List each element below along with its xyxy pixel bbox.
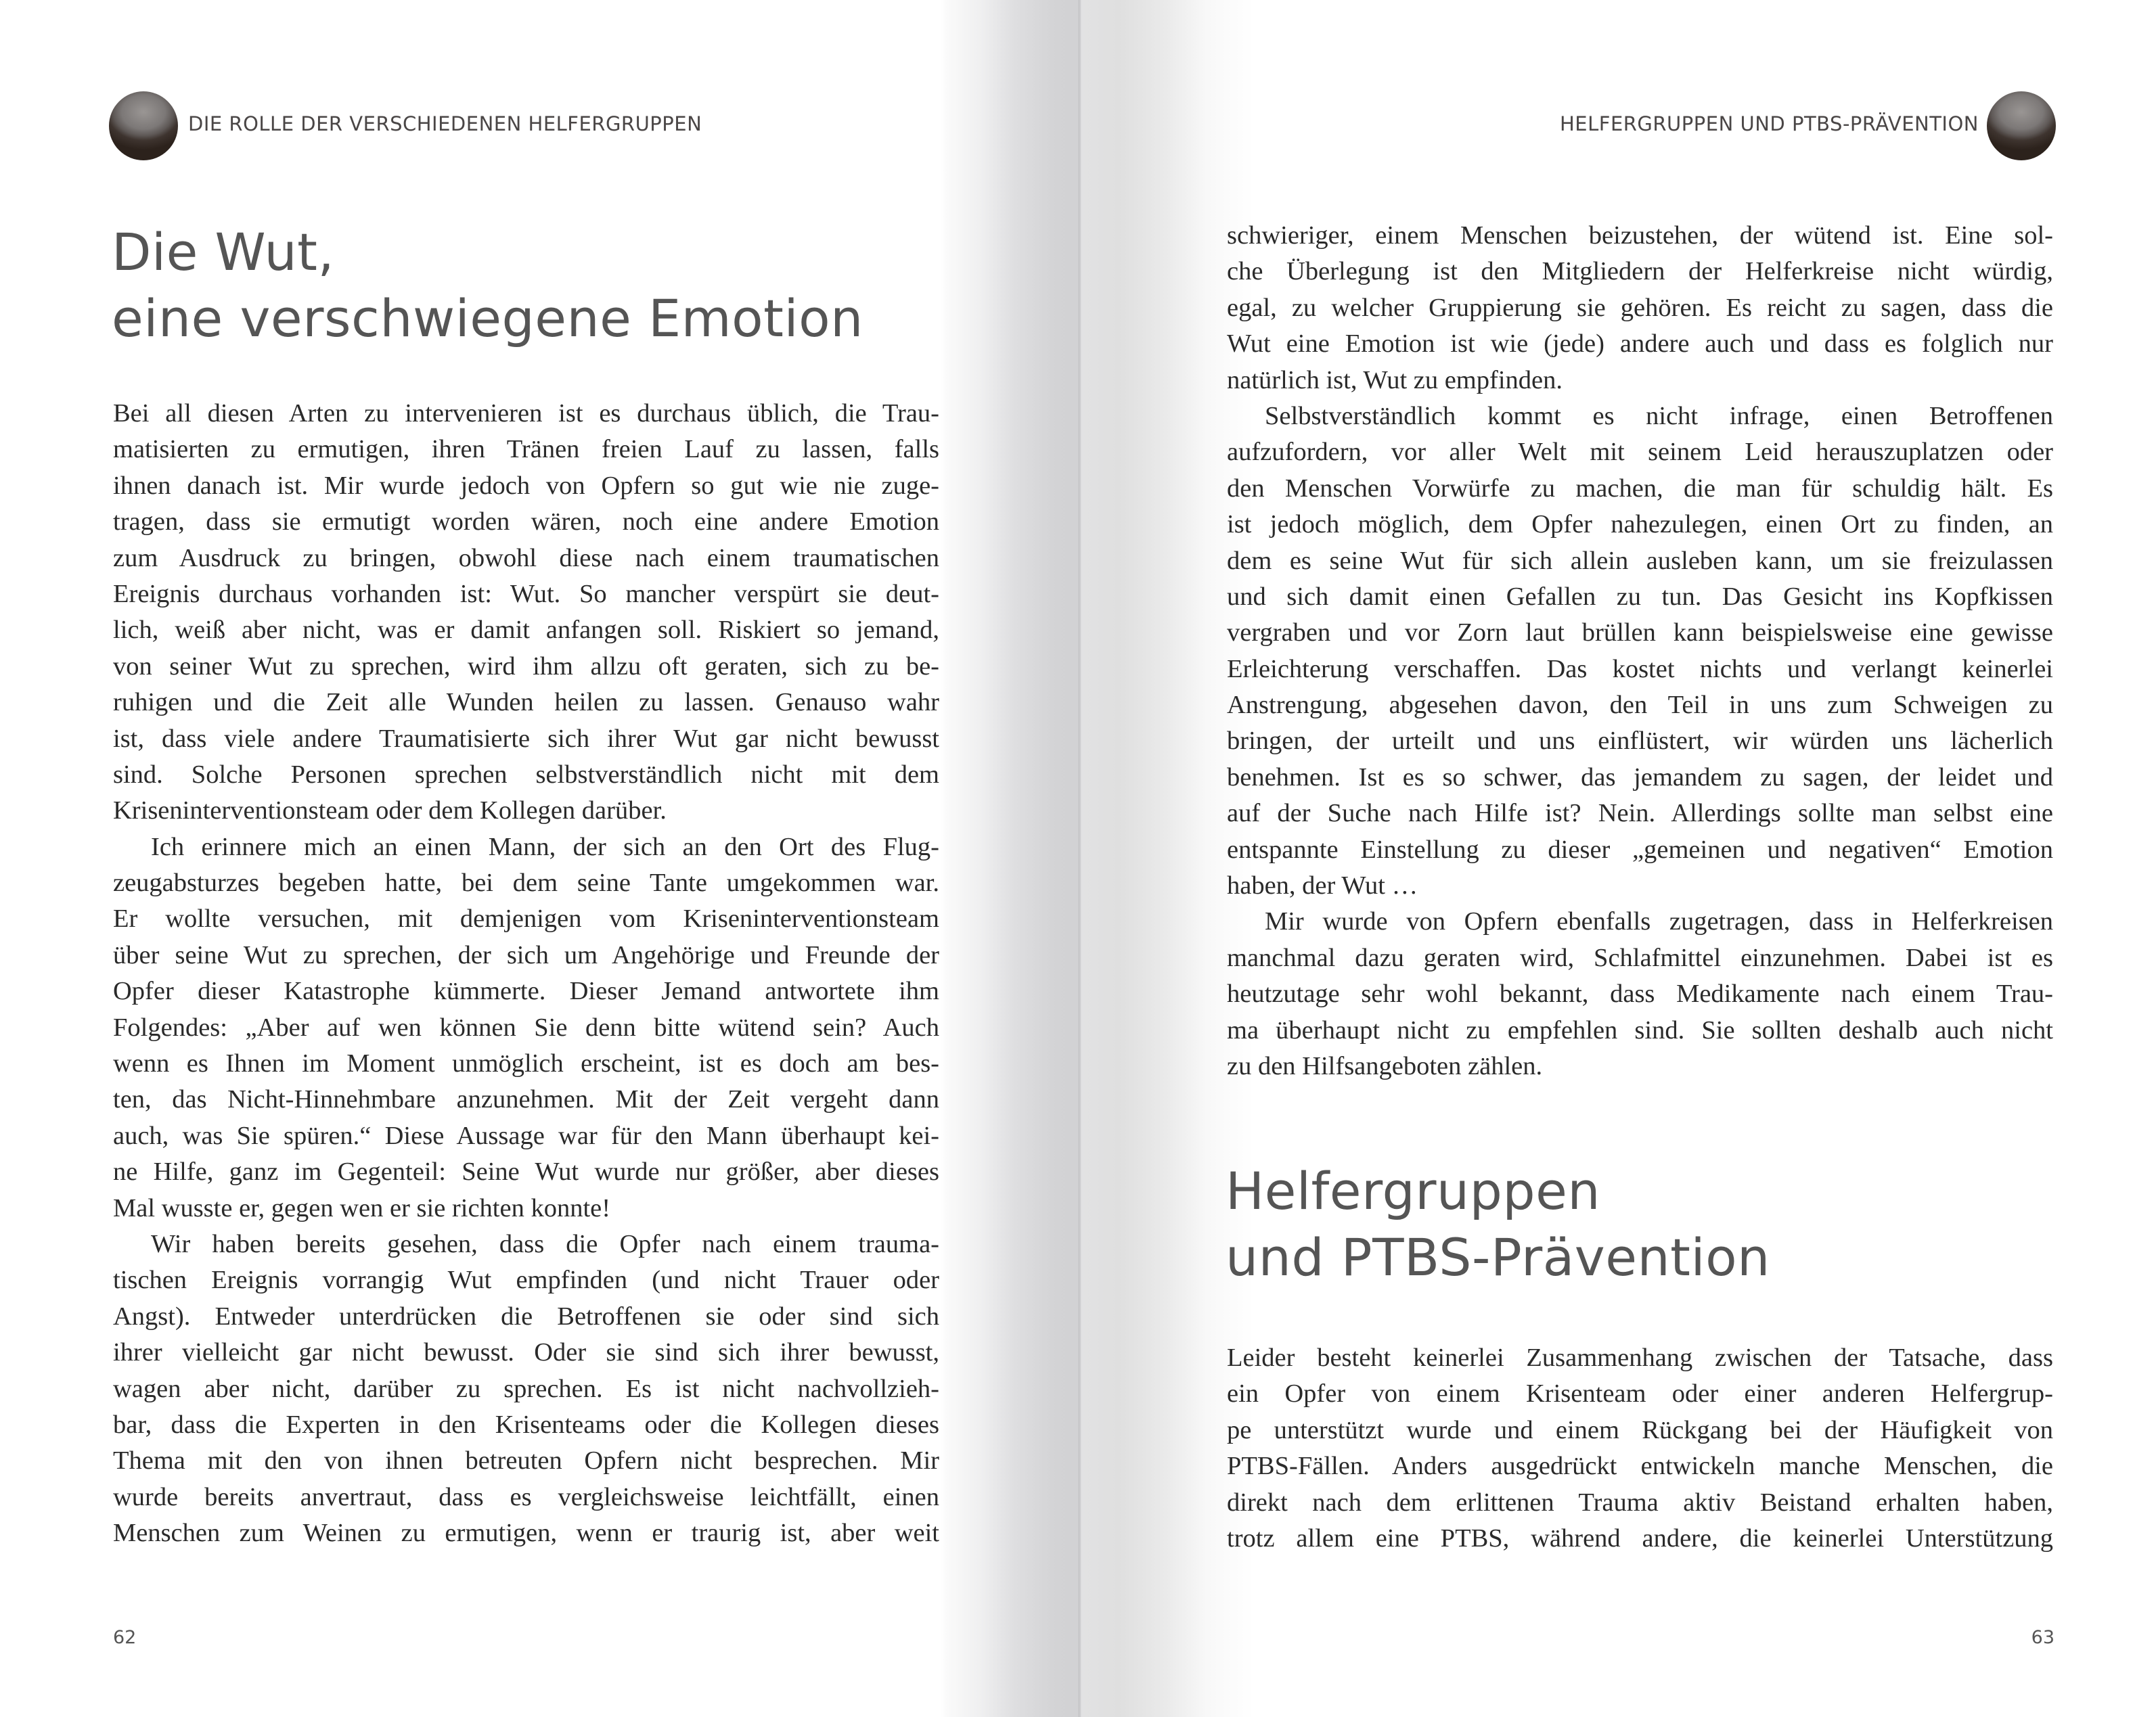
paragraph [1227, 218, 2053, 398]
text-line: bar, dass die Experten in den Krisenteams oder die Kollegen dieses [113, 1410, 939, 1439]
chapter-orb-icon [109, 91, 178, 160]
text-line: bringen, der urteilt und uns einflüstert, wir würden uns lächerlich [1227, 727, 2053, 756]
text-line: Wut eine Emotion ist wie (jede) andere auch und dass es folglich nur [1227, 329, 2053, 359]
body-text [1227, 218, 2053, 1084]
text-line: trotz allem eine PTBS, während andere, die keinerlei Unterstützung [1227, 1524, 2053, 1553]
paragraph [113, 396, 939, 829]
paragraph [1227, 904, 2053, 1084]
text-line: und sich damit einen Gefallen zu tun. Das Gesicht ins Kopfkissen [1227, 582, 2053, 611]
text-line: Ereignis durchaus vorhanden ist: Wut. So mancher verspürt sie deut- [113, 579, 939, 608]
body-text [113, 396, 939, 1552]
text-line: vergraben und vor Zorn laut brüllen kann beispielsweise eine gewisse [1227, 618, 2053, 647]
paragraph [1227, 398, 2053, 904]
text-line: von seiner Wut zu sprechen, wird ihm allzu oft geraten, sich zu be- [113, 651, 939, 681]
text-line: Erleichterung verschaffen. Das kostet nichts und verlangt keinerlei [1227, 654, 2053, 683]
paragraph [113, 1227, 939, 1552]
text-line: Leider besteht keinerlei Zusammenhang zwischen der Tatsache, dass [1227, 1344, 2053, 1372]
text-line: sind. Solche Personen sprechen selbstverständlich nicht mit dem [113, 760, 939, 789]
text-line: pe unterstützt wurde und einem Rückgang bei der Häufigkeit von [1227, 1415, 2053, 1444]
text-line: Kriseninterventionsteam oder dem Kollegen darüber. [113, 796, 667, 825]
title-line: eine verschwiegene Emotion [112, 288, 863, 348]
text-line: egal, zu welcher Gruppierung sie gehören. Es reicht zu sagen, dass die [1227, 293, 2053, 322]
text-line: benehmen. Ist es so schwer, das jemandem zu sagen, der leidet und [1227, 762, 2053, 792]
page-number: 63 [2031, 1627, 2054, 1648]
text-line: entspannte Einstellung zu dieser „gemeinen und negativen“ Emotion [1227, 835, 2053, 864]
title-line: Helfergruppen [1226, 1161, 1601, 1221]
text-line: direkt nach dem erlittenen Trauma aktiv Beistand erhalten haben, [1227, 1488, 2053, 1517]
text-line: ihnen danach ist. Mir wurde jedoch von Opfern so gut wie nie zuge- [113, 471, 939, 500]
page-number: 62 [113, 1627, 137, 1648]
text-line: tischen Ereignis vorrangig Wut empfinden (und nicht Trauer oder [113, 1266, 939, 1295]
text-line: dem es seine Wut für sich allein ausleben kann, um sie freizulassen [1227, 546, 2053, 575]
text-line: über seine Wut zu sprechen, der sich um Angehörige und Freunde der [113, 940, 939, 969]
title-line: Die Wut, [112, 222, 335, 282]
text-line: Er wollte versuchen, mit demjenigen vom Kriseninterventionsteam [113, 905, 939, 934]
text-line: ne Hilfe, ganz im Gegenteil: Seine Wut wurde nur größer, aber dieses [113, 1158, 939, 1187]
text-line: che Überlegung ist den Mitgliedern der Helferkreise nicht würdig, [1227, 257, 2053, 286]
text-line: lich, weiß aber nicht, was er damit anfangen soll. Riskiert so jemand, [113, 616, 939, 645]
text-line: Thema mit den von ihnen betreuten Opfern nicht besprechen. Mir [113, 1446, 939, 1475]
text-line: schwieriger, einem Menschen beizustehen, der wütend ist. Eine sol- [1227, 221, 2053, 250]
text-line: ruhigen und die Zeit alle Wunden heilen zu lassen. Genauso wahr [113, 688, 939, 717]
section-body-text [1227, 1340, 2053, 1557]
text-line: haben, der Wut … [1227, 871, 1418, 900]
text-line: ma überhaupt nicht zu empfehlen sind. Sie sollten deshalb auch nicht [1227, 1015, 2053, 1045]
text-line: zeugabsturzes begeben hatte, bei dem seine Tante umgekommen war. [113, 869, 939, 898]
text-line: Angst). Entweder unterdrücken die Betroffenen sie oder sind sich [113, 1302, 939, 1331]
text-line: ten, das Nicht-Hinnehmbare anzunehmen. Mit der Zeit vergeht dann [113, 1085, 939, 1114]
text-line: tragen, dass sie ermutigt worden wären, noch eine andere Emotion [113, 507, 939, 536]
text-line: zu den Hilfsangeboten zählen. [1227, 1051, 1543, 1080]
text-line: Folgendes: „Aber auf wen können Sie denn bitte wütend sein? Auch [113, 1013, 939, 1042]
text-line: aufzufordern, vor aller Welt mit seinem Leid herauszuplatzen oder [1227, 438, 2053, 467]
text-line: manchmal dazu geraten wird, Schlafmittel einzunehmen. Dabei ist es [1227, 943, 2053, 972]
text-line: Mal wusste er, gegen wen er sie richten konnte! [113, 1193, 611, 1222]
paragraph [113, 829, 939, 1227]
text-line: ein Opfer von einem Krisenteam oder einer anderen Helfergrup- [1227, 1379, 2053, 1409]
text-line: Anstrengung, abgesehen davon, den Teil in uns zum Schweigen zu [1227, 691, 2053, 720]
text-line: natürlich ist, Wut zu empfinden. [1227, 365, 1563, 394]
text-line: wurde bereits anvertraut, dass es vergleichsweise leichtfällt, einen [113, 1482, 939, 1511]
text-line: auch, was Sie spüren.“ Diese Aussage war für den Mann überhaupt kei- [113, 1121, 939, 1150]
text-line: Mir wurde von Opfern ebenfalls zugetragen, dass in Helferkreisen [1265, 907, 2053, 936]
right-page [1078, 0, 2156, 1717]
text-line: Wir haben bereits gesehen, dass die Opfer nach einem trauma- [151, 1229, 939, 1258]
text-line: Menschen zum Weinen zu ermutigen, wenn er traurig ist, aber weit [113, 1519, 939, 1548]
text-line: Ich erinnere mich an einen Mann, der sich an den Ort des Flug- [151, 832, 939, 861]
paragraph [1227, 1340, 2053, 1557]
text-line: Bei all diesen Arten zu intervenieren ist es durchaus üblich, die Trau- [113, 399, 939, 428]
text-line: Selbstverständlich kommt es nicht infrage, einen Betroffenen [1265, 401, 2053, 430]
text-line: auf der Suche nach Hilfe ist? Nein. Allerdings sollte man selbst eine [1227, 799, 2053, 828]
text-line: ist, dass viele andere Traumatisierte sich ihrer Wut gar nicht bewusst [113, 724, 939, 753]
text-line: matisierten zu ermutigen, ihren Tränen freien Lauf zu lassen, falls [113, 435, 939, 464]
text-line: ist jedoch möglich, dem Opfer nahezulegen, einen Ort zu finden, an [1227, 510, 2053, 539]
text-line: heutzutage sehr wohl bekannt, dass Medikamente nach einem Trau- [1227, 980, 2053, 1009]
text-line: wagen aber nicht, darüber zu sprechen. Es ist nicht nachvollzieh- [113, 1374, 939, 1403]
running-head: DIE ROLLE DER VERSCHIEDENEN HELFERGRUPPEN [188, 112, 702, 135]
section-title [1226, 1158, 1770, 1291]
text-line: PTBS-Fällen. Anders ausgedrückt entwickeln manche Menschen, die [1227, 1452, 2053, 1481]
title-line: und PTBS-Prävention [1226, 1227, 1770, 1287]
chapter-title [112, 219, 863, 352]
running-head: HELFERGRUPPEN UND PTBS-PRÄVENTION [1559, 112, 1979, 135]
text-line: wenn es Ihnen im Moment unmöglich erscheint, ist es doch am bes- [113, 1049, 939, 1078]
text-line: den Menschen Vorwürfe zu machen, die man für schuldig hält. Es [1227, 474, 2053, 503]
chapter-orb-icon [1987, 91, 2056, 160]
text-line: Opfer dieser Katastrophe kümmerte. Dieser Jemand antwortete ihm [113, 977, 939, 1006]
text-line: ihrer vielleicht gar nicht bewusst. Oder sie sind sich ihrer bewusst, [113, 1338, 939, 1367]
text-line: zum Ausdruck zu bringen, obwohl diese nach einem traumatischen [113, 543, 939, 572]
